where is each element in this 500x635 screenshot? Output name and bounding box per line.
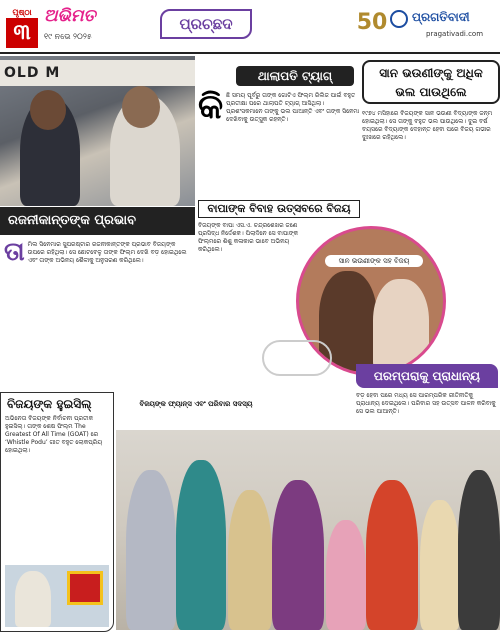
whistle-icon — [262, 340, 332, 376]
vijay-article — [0, 392, 114, 632]
param-text: ବଡ଼ ହେବା ପରେ ମଧ୍ୟ ସେ ପାରମ୍ପରିକ ରୀତିନୀତିକୁ ପ୍ରାଧାନ୍ୟ ଦେଇଥିଲେ। ପରିବାର ସହ ଉତ୍ସବ ପାଳନ କରିବାକୁ ସେ ଭଲ ପାଆନ୍ତି। — [356, 392, 496, 415]
person-figure — [15, 571, 51, 627]
person-figure — [326, 520, 366, 630]
right-article-title — [362, 60, 500, 104]
issue-date: ୧୯ ନଭେ ୨୦୨୫ — [44, 32, 92, 41]
vijay-text: ଅଭିନେତା ବିଜୟଙ୍କ ନିର୍ବାଚନୀ ପ୍ରତୀକ ହୁଇସିଲ୍। ତାଙ୍କ ଶେଷ ଫିଲ୍ମ The Greatest Of All Time (GOAT) ରେ ‘Whistle Podu’ ଗୀତ ବହୁତ ଲୋକପ୍ରିୟ ହୋଇଥିଲା। — [5, 415, 103, 454]
vijay-heading: ବିଜୟଙ୍କ ହୁଇସିଲ୍ — [7, 397, 92, 411]
supplement-name: ଅଭିମତ — [44, 6, 96, 26]
person-head — [122, 86, 160, 128]
person-head — [30, 90, 66, 130]
rajini-body — [0, 235, 195, 265]
person-figure — [126, 470, 176, 630]
father-text: ବିଜୟଙ୍କ ବାପା ଏସ.ଏ. ଚନ୍ଦ୍ରଶେଖର ଜଣେ ପ୍ରସିଦ୍ଧ ନିର୍ଦ୍ଦେଶକ। ପିଲାଦିନେ ସେ ବାପାଙ୍କ ଫିଲ୍ମରେ ଶିଶୁ କଳାକାର ଭାବେ ଅଭିନୟ କରିଥିଲେ। — [198, 222, 299, 253]
vijay-photo — [5, 565, 109, 627]
father-heading: ବାପାଙ୍କ ବିବାହ ଉତ୍ସବରେ ବିଜୟ — [198, 200, 360, 218]
rajini-article — [0, 207, 195, 355]
person-figure — [272, 480, 324, 630]
person-figure — [228, 490, 272, 630]
page-label: ପୃଷ୍ଠା — [12, 8, 32, 17]
person-figure — [458, 470, 500, 630]
page-header — [0, 0, 500, 54]
person-figure — [420, 500, 460, 630]
person-figure — [366, 480, 418, 630]
party-flag-icon — [67, 571, 103, 605]
anniversary-logo: 50 — [356, 10, 388, 35]
param-heading: ପରମ୍ପରାକୁ ପ୍ରାଧାନ୍ୟ — [356, 364, 498, 388]
child-figure — [373, 279, 429, 371]
rajini-text: ମିଲ ସିନେମାର ସୁପରଷ୍ଟାର ରଜନୀକାନ୍ତଙ୍କ ପ୍ରଭାବ ବିଜୟଙ୍କ ଉପରେ ରହିଥିଲା। ସେ ଛୋଟବେଳୁ ତାଙ୍କ ଫିଲ୍ମ ଦେଖି ବଡ଼ ହୋଇଥିଲେ ଏବଂ ତାଙ୍କ ଅଭିନୟ ଶୈଳୀକୁ ଅନୁସରଣ କରିଥିଲେ। — [27, 241, 187, 264]
section-title: ପ୍ରଚ୍ଛଦ — [160, 9, 252, 39]
drop-cap: ତା — [4, 237, 25, 267]
group-caption: ବିଜୟଙ୍କ ଫ୍ୟାନ୍ସ ଏବଂ ପରିବାର ସଦସ୍ୟ — [139, 400, 253, 408]
seal-icon — [390, 10, 408, 28]
title-line: ଭଲ ପାଉଥିଲେ — [395, 85, 467, 99]
photo-banner: OLD M — [0, 60, 195, 86]
drop-cap: କି — [198, 87, 224, 127]
rajini-heading: ରଜନୀକାନ୍ତଙ୍କ ପ୍ରଭାବ — [0, 207, 195, 235]
photo-caption: ସାନ ଭଉଣୀଙ୍କ ସହ ବିଜୟ — [325, 255, 423, 267]
lead-text: ଛି ସମୟ ପୂର୍ବରୁ ତାଙ୍କ ଗୋଟିଏ ଫିଲ୍ମ ରିଲିଜ ପାଇଁ ବହୁତ ପ୍ରତୀକ୍ଷା ପରେ ଥାଲାପତି ଟ୍ୟାଗ୍ ଆସିଥିଲା। ପ୍ରଶଂସକମାନେ ତାଙ୍କୁ ଭଲ ପାଆନ୍ତି ଏବଂ ତାଙ୍କ ସିନେମା ଦେଖିବାକୁ ଉତ୍ସୁକ ରହନ୍ତି। — [226, 92, 360, 123]
top-photo — [0, 56, 195, 206]
group-photo — [116, 430, 500, 630]
right-article-text: ୧୯୭୪ ମସିହାରେ ବିଜୟଙ୍କ ସାନ ଭଉଣୀ ବିଦ୍ୟାଙ୍କ ଜନ୍ମ ହୋଇଥିଲା। ସେ ତାଙ୍କୁ ବହୁତ ଭଲ ପାଉଥିଲେ। ଦୁଇ ବର୍ଷ ବୟସରେ ବିଦ୍ୟାଙ୍କ ଦେହାନ୍ତ ହେବା ପରେ ବିଜୟ ଗଭୀର ଦୁଃଖରେ ରହିଥିଲେ। — [362, 110, 493, 141]
publication-name: ପ୍ରଗତିବାଦୀ — [412, 10, 470, 24]
publication-url[interactable]: pragativadi.com — [426, 30, 484, 38]
title-line: ସାନ ଭଉଣୀଙ୍କୁ ଅଧିକ — [379, 66, 483, 80]
lead-body — [198, 87, 360, 127]
page-number: ୩ — [6, 18, 38, 48]
lead-tag: ଥାଲାପତି ଟ୍ୟାଗ୍ — [236, 66, 354, 86]
person-figure — [176, 460, 226, 630]
